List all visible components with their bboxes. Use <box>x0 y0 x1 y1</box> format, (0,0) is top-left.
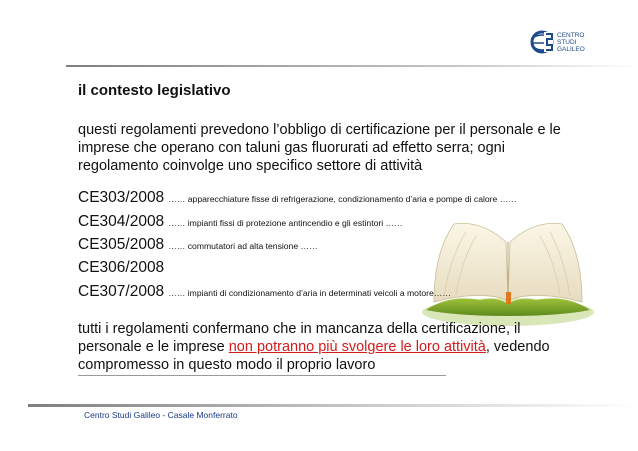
open-book-image <box>420 212 596 330</box>
conclusion-underline <box>78 375 446 376</box>
regulation-row <box>78 236 318 254</box>
globe-logo-icon <box>530 28 610 58</box>
conclusion-highlight: non potranno più svolgere le loro attività <box>228 339 486 355</box>
regulation-code: CE303/2008 <box>78 189 165 206</box>
regulation-row <box>78 213 403 231</box>
conclusion-text-end: , vedendo compromesso in questo modo il proprio lavoro <box>78 339 550 373</box>
conclusion-paragraph <box>78 320 578 374</box>
intro-paragraph: questi regolamenti prevedono l’obbligo di certificazione per il personale e le imprese che operano con taluni gas fluorurati ad effetto serra; ogni regolamento coinvolge uno specifico settore di attività <box>78 122 561 174</box>
logo-line-2: STUDI <box>557 39 577 46</box>
centro-studi-galileo-logo <box>530 28 610 58</box>
slide-heading: il contesto legislativo <box>78 82 231 99</box>
open-book-icon <box>420 212 596 330</box>
regulation-row <box>78 189 517 207</box>
regulation-description: …… apparecchiature fisse di refrigerazione, condizionamento d’aria e pompe di calore …… <box>168 194 517 204</box>
footer-text: Centro Studi Galileo - Casale Monferrato <box>84 410 238 420</box>
regulation-description: …… impianti di condizionamento d’aria in determinati veicoli a motore…… <box>168 288 451 298</box>
regulation-row <box>78 259 168 277</box>
conclusion-text-start: tutti i regolamenti confermano che in mancanza della certificazione, il personale e le imprese <box>78 321 521 355</box>
regulation-description: …… commutatori ad alta tensione …… <box>168 241 318 251</box>
logo-line-1: CENTRO <box>557 32 585 39</box>
regulation-description: …… impianti fissi di protezione antincendio e gli estintori …… <box>168 218 403 228</box>
regulation-code: CE304/2008 <box>78 213 165 230</box>
regulation-code: CE306/2008 <box>78 259 165 276</box>
regulation-code: CE305/2008 <box>78 236 165 253</box>
logo-line-3: GALILEO <box>557 46 585 53</box>
regulation-row <box>78 283 451 301</box>
title-divider <box>66 65 638 67</box>
regulation-code: CE307/2008 <box>78 283 165 300</box>
footer-divider <box>28 404 638 407</box>
